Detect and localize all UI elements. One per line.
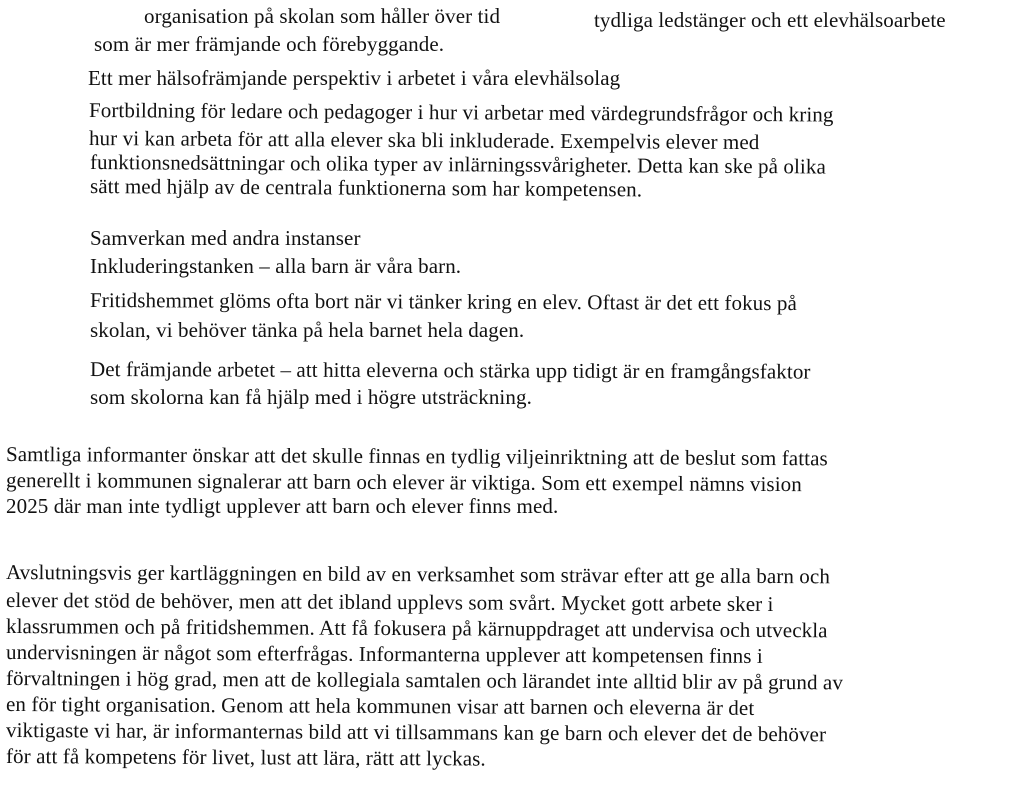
paragraph-line: viktigaste vi har, är informanternas bild att vi tillsammans kan ge barn och elever det de behöver	[5, 718, 827, 747]
continuation-line-right: tydliga ledstänger och ett elevhälsoarbete	[594, 8, 946, 32]
paragraph-line: undervisningen är något som efterfrågas. Informanterna upplever att kompetensen finns i	[5, 640, 763, 668]
list-item-line: Fortbildning för ledare och pedagoger i hur vi arbetar med värdegrundsfrågor och kring	[88, 98, 834, 127]
continuation-line-2: som är mer främjande och förebyggande.	[94, 32, 445, 56]
list-item-line: funktionsnedsättningar och olika typer av inlärningssvårigheter. Detta kan ske på olika	[89, 150, 826, 179]
list-item: Inkluderingstanken – alla barn är våra barn.	[90, 254, 462, 278]
paragraph-line: förvaltningen i hög grad, men att de kollegiala samtalen och lärandet inte alltid blir av på grund av	[5, 666, 844, 695]
paragraph-line: elever det stöd de behöver, men att det ibland upplevs som svårt. Mycket gott arbete sker i	[5, 588, 774, 617]
paragraph-line: Avslutningsvis ger kartläggningen en bild av en verksamhet som strävar efter att ge alla barn och	[5, 560, 831, 589]
paragraph-line: Samtliga informanter önskar att det skulle finnas en tydlig viljeinriktning att de beslut som fattas	[5, 442, 828, 471]
paragraph-line: klassrummen och på fritidshemmen. Att få fokusera på kärnuppdraget att undervisa och utveckla	[5, 614, 828, 643]
list-item-line: som skolorna kan få hjälp med i högre utsträckning.	[90, 385, 532, 409]
paragraph-line: generellt i kommunen signalerar att barn och elever är viktiga. Som ett exempel nämns vision	[5, 468, 802, 497]
list-item: Ett mer hälsofrämjande perspektiv i arbetet i våra elevhälsolag	[88, 66, 621, 90]
list-item-line: hur vi kan arbeta för att alla elever ska bli inkluderade. Exempelvis elever med	[88, 126, 760, 155]
list-item-line: Det främjande arbetet – att hitta eleverna och stärka upp tidigt är en framgångsfaktor	[89, 357, 811, 384]
paragraph-line: 2025 där man inte tydligt upplever att barn och elever finns med.	[6, 494, 559, 518]
list-item-line: skolan, vi behöver tänka på hela barnet hela dagen.	[90, 318, 525, 342]
list-item-line: Fritidshemmet glöms ofta bort när vi tänker kring en elev. Oftast är det ett fokus på	[89, 288, 798, 316]
paragraph-line: för att få kompetens för livet, lust att lära, rätt att lyckas.	[5, 744, 486, 771]
continuation-line-left: organisation på skolan som håller över tid	[144, 4, 501, 28]
list-item: Samverkan med andra instanser	[90, 226, 361, 250]
paragraph-line: en för tight organisation. Genom att hela kommunen visar att barnen och eleverna är det	[5, 692, 755, 720]
list-item-line: sätt med hjälp av de centrala funktionerna som har kompetensen.	[89, 174, 643, 202]
